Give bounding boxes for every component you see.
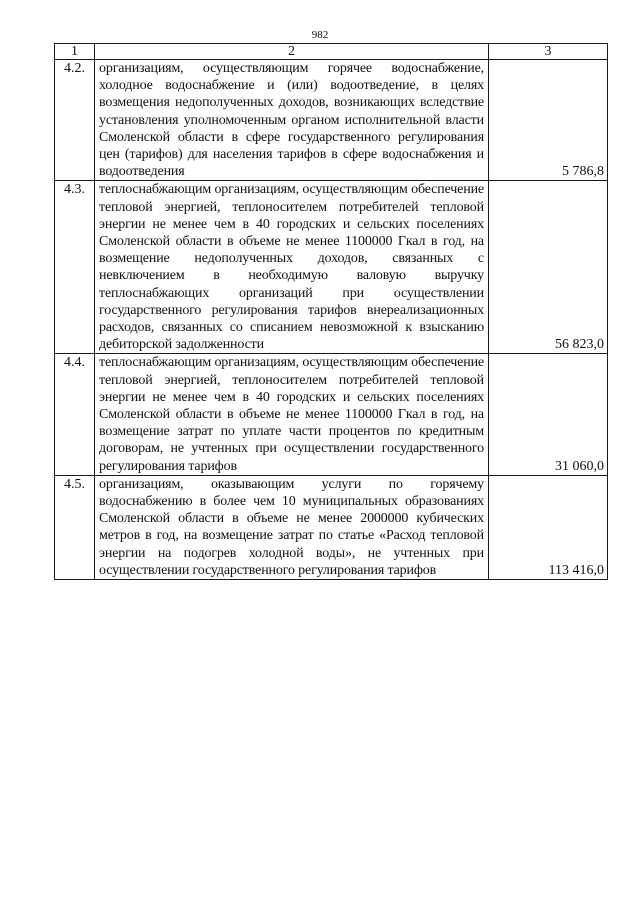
row-description: организациям, оказывающим услуги по горячему водоснабжению в более чем 10 муниципальных образованиях Смоленской области в объеме не менее 2000000 кубических метров в год, на возмещение затрат по статье «Расход тепловой энергии на подогрев холодной воды», не учтенных при осуществлении государственного регулирования тарифов [95,475,489,579]
row-description: теплоснабжающим организациям, осуществляющим обеспечение тепловой энергией, теплоносителем потребителей тепловой энергии не менее чем в 40 городских и сельских поселениях Смоленской области в объеме не менее 1100000 Гкал в год, на возмещение недополученных доходов, связанных с невключением в необходимую валовую выручку теплоснабжающих организаций при осуществлении государственного регулирования тарифов внереализационных расходов, связанных со списанием невозможной к взысканию дебиторской задолженности [95,181,489,354]
row-amount: 113 416,0 [489,475,608,579]
row-amount: 56 823,0 [489,181,608,354]
row-description: теплоснабжающим организациям, осуществляющим обеспечение тепловой энергией, теплоносителем потребителей тепловой энергии не менее чем в 40 городских и сельских поселениях Смоленской области в объеме не менее 1100000 Гкал в год, на возмещение затрат по уплате части процентов по кредитным договорам, не учтенных при осуществлении государственного регулирования тарифов [95,354,489,475]
table-row [55,354,608,475]
column-header-2: 2 [95,44,489,60]
row-number: 4.3. [55,181,95,354]
row-number: 4.2. [55,60,95,181]
row-number: 4.5. [55,475,95,579]
budget-table [54,43,608,580]
page-number: 982 [311,29,329,41]
table-header-row [55,44,608,60]
table-row [55,60,608,181]
column-header-3: 3 [489,44,608,60]
table-row [55,475,608,579]
row-amount: 5 786,8 [489,60,608,181]
row-description: организациям, осуществляющим горячее водоснабжение, холодное водоснабжение и (или) водоотведение, в целях возмещения недополученных доходов, возникающих вследствие установления уполномоченным органом исполнительной власти Смоленской области в сфере государственного регулирования цен (тарифов) для населения тарифов в сфере водоснабжения и водоотведения [95,60,489,181]
row-amount: 31 060,0 [489,354,608,475]
column-header-1: 1 [55,44,95,60]
table-row [55,181,608,354]
row-number: 4.4. [55,354,95,475]
